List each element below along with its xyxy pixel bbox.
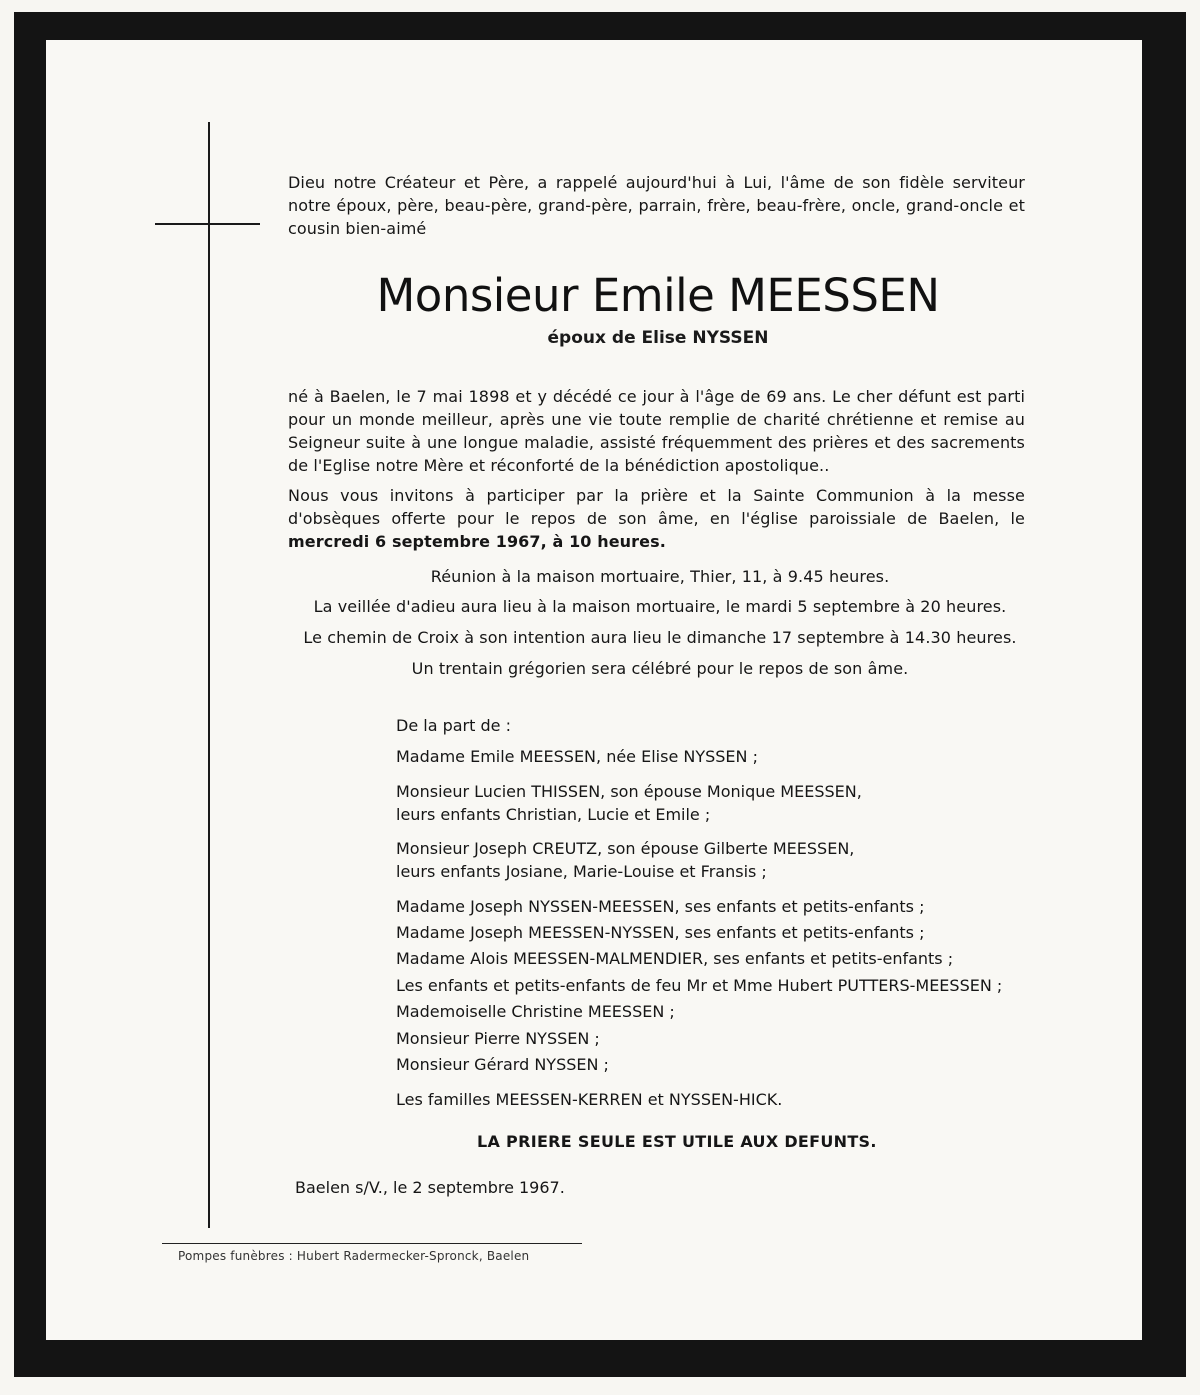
invitation-text: Nous vous invitons à participer par la prière et la Sainte Communion à la messe d'obsèques offerte pour le repos de son âme, en l'église paroissiale de Baelen, le bbox=[288, 486, 1025, 528]
family-entry: Mademoiselle Christine MEESSEN ; bbox=[396, 1002, 675, 1021]
schedule-trentain: Un trentain grégorien sera célébré pour le repos de son âme. bbox=[411, 659, 909, 678]
family-entry: Les enfants et petits-enfants de feu Mr et Mme Hubert PUTTERS-MEESSEN ; bbox=[396, 976, 1003, 995]
deceased-spouse: époux de Elise NYSSEN bbox=[547, 328, 769, 348]
family-entry: leurs enfants Josiane, Marie-Louise et Fransis ; bbox=[396, 862, 767, 881]
cross-vertical-bar bbox=[208, 122, 210, 1228]
family-entry: Monsieur Pierre NYSSEN ; bbox=[396, 1029, 600, 1048]
family-entry: Madame Joseph NYSSEN-MEESSEN, ses enfants et petits-enfants ; bbox=[396, 897, 925, 916]
intro-paragraph: Dieu notre Créateur et Père, a rappelé aujourd'hui à Lui, l'âme de son fidèle serviteur notre époux, père, beau-père, grand-père, parrain, frère, beau-frère, oncle, grand-oncle et cousin bien-aimé bbox=[288, 173, 1025, 238]
deceased-name: Monsieur Emile MEESSEN bbox=[376, 269, 940, 322]
family-entry: Monsieur Gérard NYSSEN ; bbox=[396, 1055, 609, 1074]
closing-phrase: LA PRIERE SEULE EST UTILE AUX DEFUNTS. bbox=[477, 1132, 877, 1151]
biography-paragraph: né à Baelen, le 7 mai 1898 et y décédé ce jour à l'âge de 69 ans. Le cher défunt est parti pour un monde meilleur, après une vie toute remplie de charité chrétienne et remise au Seigneur suite à une longue maladie, assisté fréquemment des prières et des sacrements de l'Eglise notre Mère et réconforté de la bénédiction apostolique.. bbox=[288, 387, 1025, 475]
funeral-director-credit: Pompes funèbres : Hubert Radermecker-Spronck, Baelen bbox=[178, 1249, 530, 1263]
place-and-date: Baelen s/V., le 2 septembre 1967. bbox=[295, 1178, 565, 1197]
family-entry: Madame Alois MEESSEN-MALMENDIER, ses enfants et petits-enfants ; bbox=[396, 949, 954, 968]
invitation-paragraph bbox=[288, 484, 1025, 553]
family-entry: leurs enfants Christian, Lucie et Emile ; bbox=[396, 805, 711, 824]
schedule-vigil: La veillée d'adieu aura lieu à la maison mortuaire, le mardi 5 septembre à 20 heures. bbox=[313, 597, 1007, 616]
footer-divider bbox=[162, 1243, 582, 1244]
family-entry: Monsieur Joseph CREUTZ, son épouse Gilberte MEESSEN, bbox=[396, 839, 855, 858]
family-entry: Les familles MEESSEN-KERREN et NYSSEN-HICK. bbox=[396, 1090, 783, 1109]
family-heading: De la part de : bbox=[396, 716, 511, 735]
funeral-date: mercredi 6 septembre 1967, à 10 heures. bbox=[288, 532, 666, 551]
schedule-reunion: Réunion à la maison mortuaire, Thier, 11, à 9.45 heures. bbox=[430, 567, 890, 586]
family-entry: Monsieur Lucien THISSEN, son épouse Monique MEESSEN, bbox=[396, 782, 862, 801]
schedule-way-of-cross: Le chemin de Croix à son intention aura lieu le dimanche 17 septembre à 14.30 heures. bbox=[303, 628, 1017, 647]
cross-horizontal-bar bbox=[155, 223, 260, 225]
family-entry: Madame Joseph MEESSEN-NYSSEN, ses enfants et petits-enfants ; bbox=[396, 923, 925, 942]
family-entry: Madame Emile MEESSEN, née Elise NYSSEN ; bbox=[396, 747, 758, 766]
